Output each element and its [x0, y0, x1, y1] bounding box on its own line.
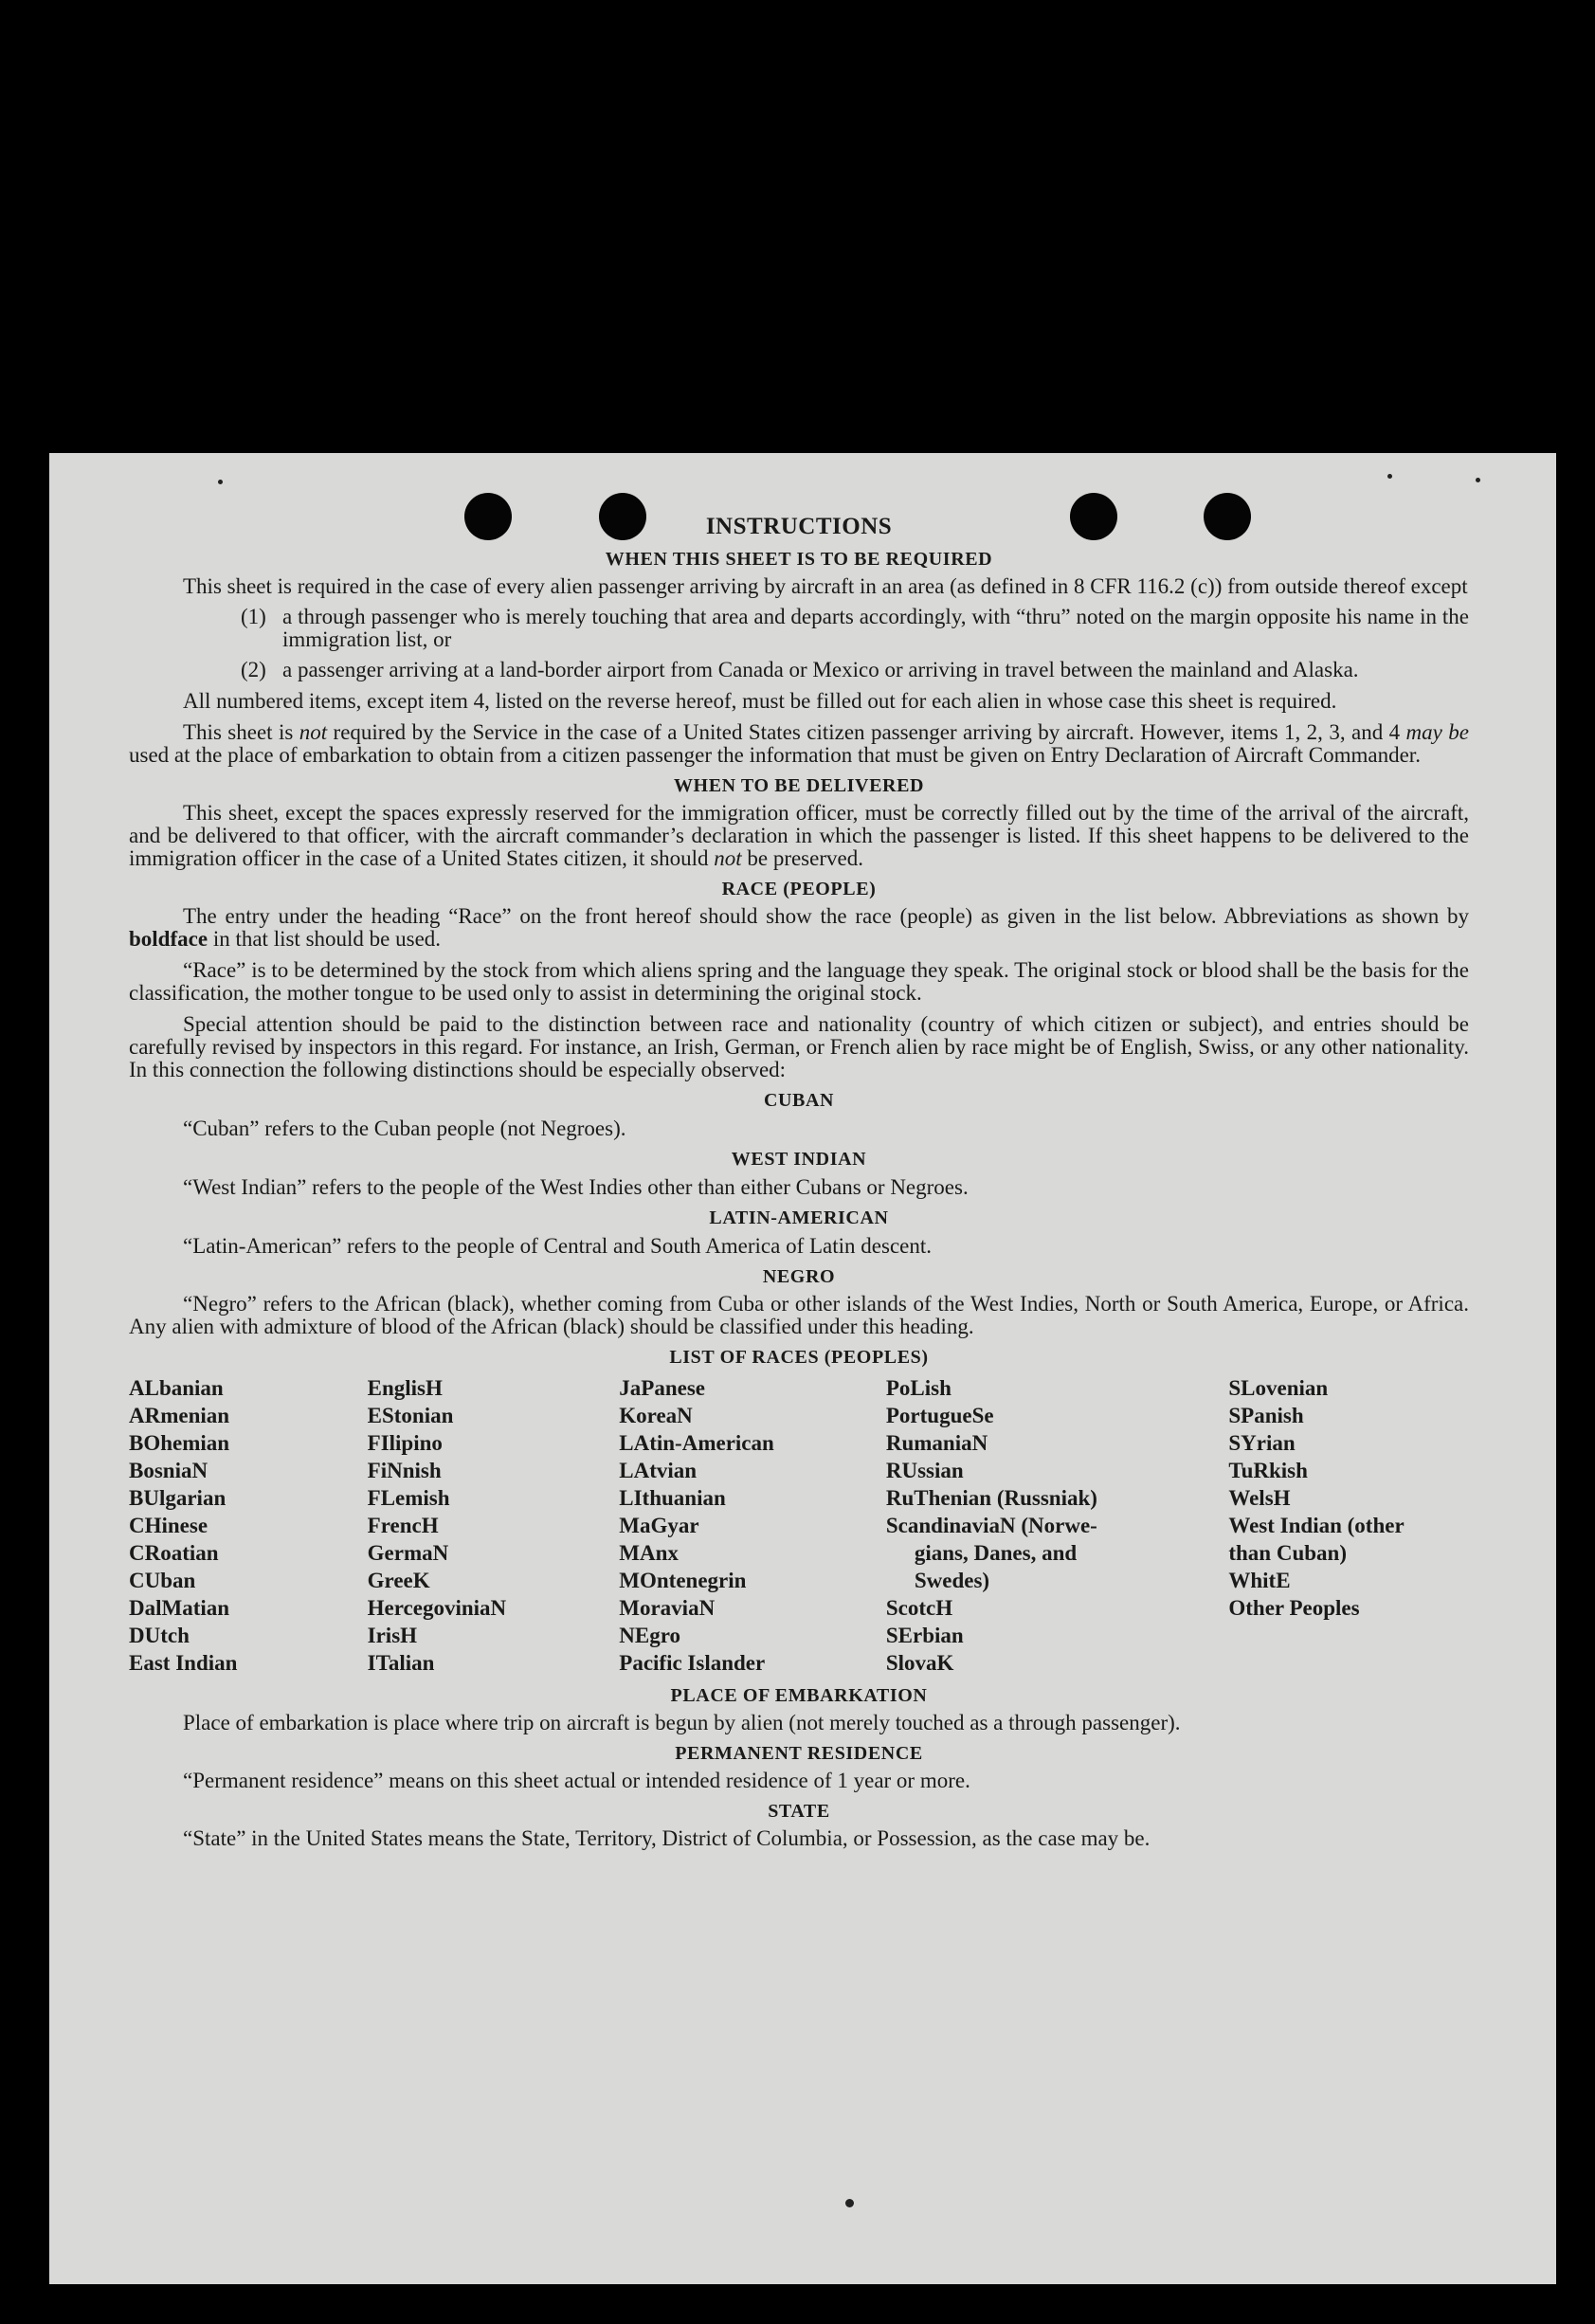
- race-entry: PoLish: [885, 1376, 952, 1400]
- item-number: (2): [241, 658, 266, 681]
- race-entry: ITalian: [367, 1651, 435, 1675]
- heading-negro: NEGRO: [762, 1266, 836, 1287]
- race-entry: MAnx: [619, 1541, 679, 1565]
- race-entry: JaPanese: [619, 1376, 705, 1400]
- punch-hole: [1070, 493, 1117, 540]
- race-entry: RuThenian (Russniak): [885, 1486, 1097, 1510]
- race-entry: Swedes): [914, 1569, 990, 1592]
- race-entry: FLemish: [367, 1486, 450, 1510]
- race-entry: West Indian (other: [1228, 1514, 1405, 1537]
- race-entry: ScotcH: [885, 1596, 953, 1620]
- instruction-sheet: [49, 453, 1556, 2284]
- heading-cuban: CUBAN: [763, 1090, 835, 1111]
- punch-hole: [599, 493, 646, 540]
- item-number: (1): [241, 605, 266, 628]
- heading-west-indian: WEST INDIAN: [731, 1149, 867, 1170]
- race-entry: DalMatian: [129, 1596, 230, 1620]
- race-column-2: [368, 1374, 620, 1677]
- race-column-4: [886, 1374, 1228, 1677]
- race-entry: CUban: [129, 1569, 196, 1592]
- race-entry: EnglisH: [367, 1376, 443, 1400]
- race-paragraph-2: “Race” is to be determined by the stock from which aliens spring and the language they speak. The original stock or blood shall be the basis for the classification, the mother tongue to be used only to assist in determining the original stock.: [129, 958, 1469, 1005]
- race-entry: ARmenian: [129, 1404, 230, 1427]
- race-entry: RumaniaN: [885, 1431, 988, 1455]
- race-entry: GreeK: [367, 1569, 430, 1592]
- heading-when-delivered: WHEN TO BE DELIVERED: [673, 775, 925, 796]
- speck: [1476, 478, 1480, 482]
- race-entry: LIthuanian: [619, 1486, 726, 1510]
- race-entry: Pacific Islander: [619, 1651, 766, 1675]
- race-entry: LAtin-American: [619, 1431, 774, 1455]
- west-indian-definition: “West Indian” refers to the people of the West Indies other than either Cubans or Negroes.: [183, 1175, 969, 1199]
- heading-residence: PERMANENT RESIDENCE: [675, 1743, 923, 1764]
- race-entry: EStonian: [367, 1404, 454, 1427]
- race-entry: GermaN: [367, 1541, 449, 1565]
- speck: [1387, 474, 1392, 479]
- race-paragraph-1: The entry under the heading “Race” on the front hereof should show the race (people) as given in the list below. Abbreviations as shown by boldface in that list should be used.: [129, 904, 1469, 951]
- race-list: [129, 1374, 1469, 1677]
- race-entry: FiNnish: [367, 1459, 442, 1482]
- citizen-paragraph: This sheet is not required by the Service in the case of a United States citizen passenger arriving by aircraft. However, items 1, 2, 3, and 4 may be used at the place of embarkation to obtain from a citizen passenger the information that must be given on Entry Declaration of Aircraft Commander.: [129, 720, 1469, 767]
- residence-definition: “Permanent residence” means on this sheet actual or intended residence of 1 year or more.: [183, 1769, 970, 1792]
- race-entry: FrencH: [367, 1514, 439, 1537]
- race-entry: BUlgarian: [129, 1486, 227, 1510]
- embarkation-definition: Place of embarkation is place where trip on aircraft is begun by alien (not merely touched as a through passenger).: [183, 1711, 1181, 1734]
- race-entry: SYrian: [1228, 1431, 1296, 1455]
- race-entry: KoreaN: [619, 1404, 693, 1427]
- race-entry: SlovaK: [885, 1651, 954, 1675]
- race-entry: LAtvian: [619, 1459, 698, 1482]
- race-column-1: [129, 1374, 368, 1677]
- race-entry: FIlipino: [367, 1431, 443, 1455]
- race-entry: SErbian: [885, 1624, 964, 1647]
- race-entry: CRoatian: [129, 1541, 219, 1565]
- race-entry: MoraviaN: [619, 1596, 716, 1620]
- delivery-paragraph: This sheet, except the spaces expressly reserved for the immigration officer, must be correctly filled out by the time of the arrival of the aircraft, and be delivered to that officer, with the aircraft commander’s declaration in which the passenger is listed. If this sheet happens to be delivered to the immigration officer in the case of a United States citizen, it should not be preserved.: [129, 801, 1469, 870]
- heading-race: RACE (PEOPLE): [721, 879, 877, 899]
- race-paragraph-3: Special attention should be paid to the distinction between race and nationality (country of which citizen or subject), and entries should be carefully revised by inspectors in this regard. For instance, an Irish, German, or French alien by race might be of English, Swiss, or any other nationality. In this connection the following distinctions should be especially observed:: [129, 1012, 1469, 1081]
- race-entry: DUtch: [129, 1624, 190, 1647]
- speck: [218, 480, 223, 484]
- document-title: INSTRUCTIONS: [705, 514, 893, 539]
- race-entry: TuRkish: [1228, 1459, 1308, 1482]
- heading-list-of-races: LIST OF RACES (PEOPLES): [669, 1347, 929, 1368]
- item-text: a passenger arriving at a land-border airport from Canada or Mexico or arriving in travel between the mainland and Alaska.: [282, 658, 1359, 681]
- punch-hole: [464, 493, 512, 540]
- exception-item-1: [241, 606, 1469, 651]
- race-entry: SLovenian: [1228, 1376, 1329, 1400]
- punch-hole: [1204, 493, 1251, 540]
- race-entry: East Indian: [129, 1651, 238, 1675]
- race-entry: RUssian: [885, 1459, 964, 1482]
- speck: [845, 2199, 854, 2207]
- race-entry: Other Peoples: [1228, 1596, 1360, 1620]
- heading-when-required: WHEN THIS SHEET IS TO BE REQUIRED: [605, 549, 993, 570]
- race-entry: CHinese: [129, 1514, 208, 1537]
- race-entry: PortugueSe: [885, 1404, 994, 1427]
- cuban-definition: “Cuban” refers to the Cuban people (not Negroes).: [183, 1117, 626, 1140]
- race-entry: BOhemian: [129, 1431, 230, 1455]
- heading-latin-american: LATIN-AMERICAN: [709, 1207, 889, 1228]
- race-entry: IrisH: [367, 1624, 418, 1647]
- latin-american-definition: “Latin-American” refers to the people of Central and South America of Latin descent.: [183, 1234, 932, 1258]
- when-required-intro: This sheet is required in the case of every alien passenger arriving by aircraft in an area (as defined in 8 CFR 116.2 (c)) from outside thereof except: [183, 574, 1468, 598]
- race-entry: SPanish: [1228, 1404, 1304, 1427]
- race-entry: WelsH: [1228, 1486, 1291, 1510]
- race-column-5: [1228, 1374, 1469, 1677]
- race-entry: than Cuban): [1228, 1541, 1347, 1565]
- race-entry: HercegoviniaN: [367, 1596, 507, 1620]
- race-entry: ALbanian: [129, 1376, 224, 1400]
- race-column-3: [619, 1374, 886, 1677]
- race-entry: MOntenegrin: [619, 1569, 747, 1592]
- state-definition: “State” in the United States means the State, Territory, District of Columbia, or Possession, as the case may be.: [183, 1826, 1151, 1850]
- numbered-items-paragraph: All numbered items, except item 4, listed on the reverse hereof, must be filled out for each alien in whose case this sheet is required.: [183, 689, 1337, 713]
- race-entry: BosniaN: [129, 1459, 208, 1482]
- race-entry: ScandinaviaN (Norwe-: [885, 1514, 1097, 1537]
- race-entry: NEgro: [619, 1624, 681, 1647]
- race-entry: WhitE: [1228, 1569, 1291, 1592]
- negro-definition: “Negro” refers to the African (black), whether coming from Cuba or other islands of the West Indies, North or South America, Europe, or Africa. Any alien with admixture of blood of the African (black) should be classified under this heading.: [129, 1292, 1469, 1338]
- heading-state: STATE: [768, 1801, 830, 1822]
- race-entry: gians, Danes, and: [914, 1541, 1078, 1565]
- exception-item-2: [241, 659, 1469, 681]
- item-text: a through passenger who is merely touching that area and departs accordingly, with “thru” noted on the margin opposite his name in the immigration list, or: [282, 605, 1469, 651]
- heading-embarkation: PLACE OF EMBARKATION: [670, 1685, 928, 1706]
- race-entry: MaGyar: [619, 1514, 699, 1537]
